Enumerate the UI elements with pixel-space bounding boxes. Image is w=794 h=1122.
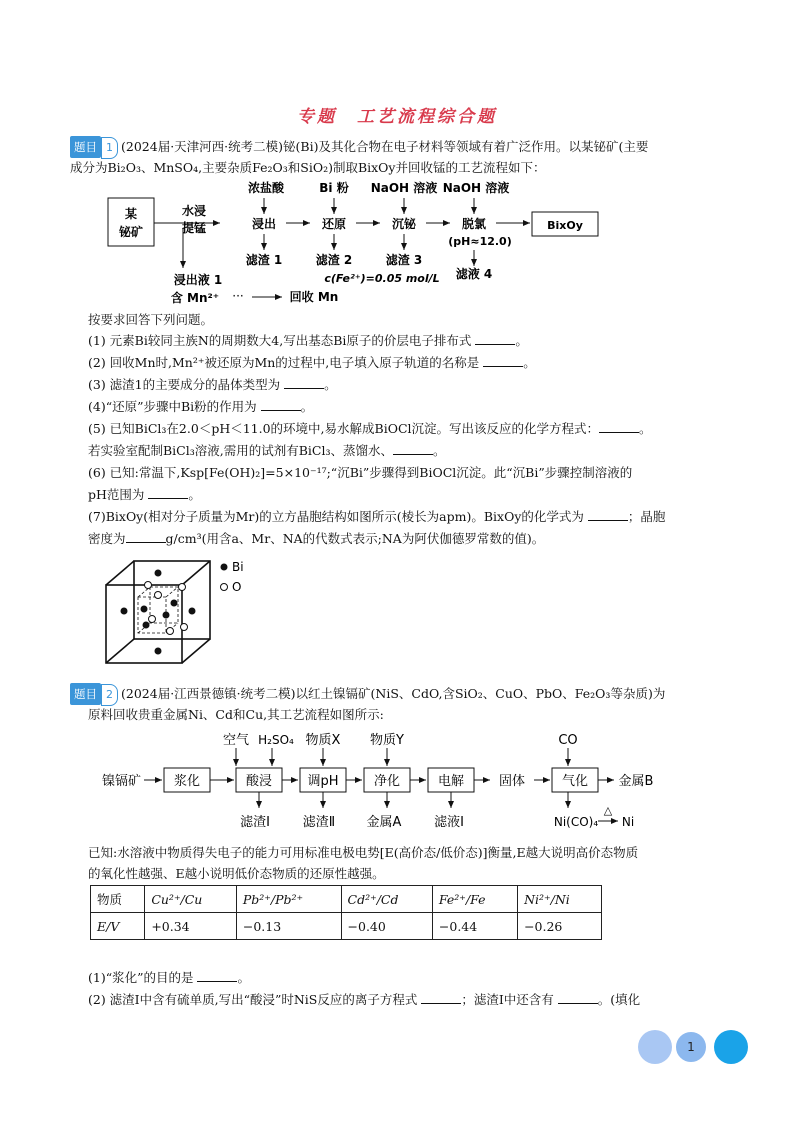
q2-item-2: (2) 滤渣Ⅰ中含有硫单质,写出“酸浸”时NiS反应的离子方程式 ；滤渣Ⅰ中还含有 。(填化: [88, 992, 641, 1007]
legend-o: O: [232, 580, 242, 594]
table-cell: −0.13: [236, 913, 341, 940]
residue-3: 滤渣 3: [385, 253, 423, 267]
step-precipitate: 沉铋: [391, 217, 417, 231]
q1-tag: 题目: [70, 136, 101, 158]
flow2-purify: 净化: [373, 774, 401, 789]
table-cell: −0.26: [518, 913, 602, 940]
page-number-badge: [674, 1030, 708, 1064]
table-cell: −0.44: [432, 913, 517, 940]
flow2-gasify: 气化: [561, 774, 589, 789]
step-water-leach-1: 水浸: [181, 204, 207, 218]
table-cell: Fe²⁺/Fe: [432, 886, 517, 913]
residue-2: 滤渣 2: [315, 253, 353, 267]
leach-liquid-1: 浸出液 1: [173, 273, 223, 287]
table-cell: Pb²⁺/Pb²⁺: [236, 886, 341, 913]
answer-blank[interactable]: [483, 354, 523, 367]
page-deco-left: [638, 1030, 672, 1064]
fe-concentration: c(Fe²⁺)=0.05 mol/L: [324, 272, 440, 285]
answer-blank[interactable]: [284, 376, 324, 389]
flow2-ni-co4: Ni(CO)₄: [553, 815, 599, 829]
legend-bi: Bi: [232, 560, 244, 574]
q2-item-1: (1)“浆化”的目的是 。: [88, 970, 250, 985]
ore-label-1: 某: [124, 207, 138, 221]
q1-intro-line1: [70, 136, 700, 159]
q1-item-5b: 若实验室配制BiCl₃溶液,需用的试剂有BiCl₃、蒸馏水、 。: [88, 443, 446, 458]
q1-item-1: (1) 元素Bi较同主族N的周期数大4,写出基态Bi原子的价层电子排布式 。: [88, 333, 528, 348]
page-number: 1: [687, 1040, 695, 1054]
flow2-h2so4: H₂SO₄: [258, 733, 294, 747]
table-header-row: [91, 886, 602, 913]
flow2-substance-y: 物质Y: [370, 733, 404, 748]
table-cell: Cd²⁺/Cd: [341, 886, 432, 913]
table-cell: 物质: [91, 886, 145, 913]
answer-blank[interactable]: [393, 442, 433, 455]
q1-item-7b: 密度为 g/cm³(用含a、Mr、NA的代数式表示;NA为阿伏伽德罗常数的值)。: [88, 531, 545, 546]
q1-item-6: (6) 已知:常温下,Ksp[Fe(OH)₂]=5×10⁻¹⁷;“沉Bi”步骤得到BiOCl沉淀。此“沉Bi”步骤控制溶液的: [88, 465, 633, 480]
crystal-cell-diagram: [100, 555, 270, 670]
step-leach: 浸出: [251, 217, 277, 231]
flow2-heat: △: [603, 804, 613, 817]
q2-intro1: (2024届·江西景德镇·统考二模)以红土镍镉矿(NiS、CdO,含SiO₂、CuO、PbO、Fe₂O₃等杂质)为: [121, 686, 666, 701]
step-dechlorinate: 脱氯: [461, 217, 487, 231]
q2-intro-line1: [70, 683, 700, 706]
q1-item-2: (2) 回收Mn时,Mn²⁺被还原为Mn的过程中,电子填入原子轨道的名称是 。: [88, 355, 536, 370]
q2-known-line1: 已知:水溶液中物质得失电子的能力可用标准电极电势[E(高价态/低价态)]衡量,E越大说明高价态物质: [88, 845, 639, 860]
table-row: [91, 913, 602, 940]
q1-item-5: (5) 已知BiCl₃在2.0＜pH＜11.0的环境中,易水解成BiOCl沉淀。写出该反应的化学方程式： 。: [88, 421, 652, 436]
filtrate-4: 滤液 4: [455, 267, 493, 281]
table-cell: Ni²⁺/Ni: [518, 886, 602, 913]
reagent-naoh-2: NaOH 溶液: [442, 181, 510, 195]
q1-item-3: (3) 滤渣1的主要成分的晶体类型为 。: [88, 377, 337, 392]
reagent-naoh-1: NaOH 溶液: [370, 181, 438, 195]
q1-flow-diagram: [90, 178, 630, 310]
answer-blank[interactable]: [475, 332, 515, 345]
flow2-metal-a: 金属A: [366, 815, 402, 830]
q2-intro-line2: 原料回收贵重金属Ni、Cd和Cu,其工艺流程如图所示:: [88, 707, 384, 722]
step-water-leach-2: 提锰: [181, 221, 207, 235]
q1-item-6b: pH范围为 。: [88, 487, 201, 502]
answer-blank[interactable]: [421, 991, 461, 1004]
flow2-co: CO: [558, 733, 578, 748]
potential-table: [90, 885, 602, 940]
q2-tag: 题目: [70, 683, 101, 705]
flow2-filtrate-1: 滤液Ⅰ: [434, 815, 464, 830]
flow2-acid-leach: 酸浸: [245, 774, 273, 789]
answer-blank[interactable]: [261, 398, 301, 411]
q1-intro1: (2024届·天津河西·统考二模)铋(Bi)及其化合物在电子材料等领域有着广泛作用。以某铋矿(主要: [121, 139, 649, 154]
answer-blank[interactable]: [126, 530, 166, 543]
residue-1: 滤渣 1: [245, 253, 283, 267]
q2-flow-diagram: [100, 728, 670, 836]
flow2-slurry: 浆化: [173, 774, 201, 789]
flow2-input: 镍镉矿: [102, 774, 142, 789]
q1-intro-line2: 成分为Bi₂O₃、MnSO₄,主要杂质Fe₂O₃和SiO₂)制取BixOy并回收锰的工艺流程如下：: [70, 160, 546, 175]
reagent-hcl: 浓盐酸: [247, 181, 285, 195]
page-title: 专题 工艺流程综合题: [297, 107, 497, 127]
page-deco-right: [714, 1030, 748, 1064]
step-reduce: 还原: [321, 217, 347, 231]
table-cell: E/V: [91, 913, 145, 940]
flow2-air: 空气: [222, 733, 250, 748]
flow2-residue-1: 滤渣Ⅰ: [240, 815, 270, 830]
ellipsis: ···: [232, 289, 244, 303]
q1-number: 1: [101, 137, 118, 159]
answer-blank[interactable]: [588, 508, 628, 521]
q1-prompt: 按要求回答下列问题。: [88, 312, 214, 327]
q2-known-line2: 的氧化性越强、E越小说明低价态物质的还原性越强。: [88, 866, 385, 881]
flow2-residue-2: 滤渣Ⅱ: [302, 815, 336, 830]
recover-mn: 回收 Mn: [289, 290, 339, 304]
flow2-electrolysis: 电解: [437, 774, 465, 789]
flow2-substance-x: 物质X: [305, 733, 341, 748]
flow2-adjust-ph: 调pH: [307, 774, 339, 789]
answer-blank[interactable]: [148, 486, 188, 499]
reagent-bi: Bi 粉: [319, 181, 349, 195]
answer-blank[interactable]: [558, 991, 598, 1004]
flow2-ni: Ni: [621, 815, 635, 829]
product-label: BixOy: [547, 219, 583, 232]
q1-item-4: (4)“还原”步骤中Bi粉的作用为 。: [88, 399, 314, 414]
answer-blank[interactable]: [599, 420, 639, 433]
table-cell: Cu²⁺/Cu: [145, 886, 237, 913]
answer-blank[interactable]: [197, 969, 237, 982]
ore-label-2: 铋矿: [118, 225, 144, 239]
table-cell: +0.34: [145, 913, 237, 940]
flow2-metal-b: 金属B: [618, 774, 654, 789]
table-cell: −0.40: [341, 913, 432, 940]
q2-number: 2: [101, 684, 118, 706]
flow2-solid: 固体: [498, 774, 526, 789]
q1-item-7: (7)BixOy(相对分子质量为Mr)的立方晶胞结构如图所示(棱长为apm)。BixOy的化学式为 ；晶胞: [88, 509, 666, 524]
leach-liquid-2: 含 Mn²⁺: [170, 291, 220, 305]
ph-condition: (pH≈12.0): [448, 235, 512, 248]
